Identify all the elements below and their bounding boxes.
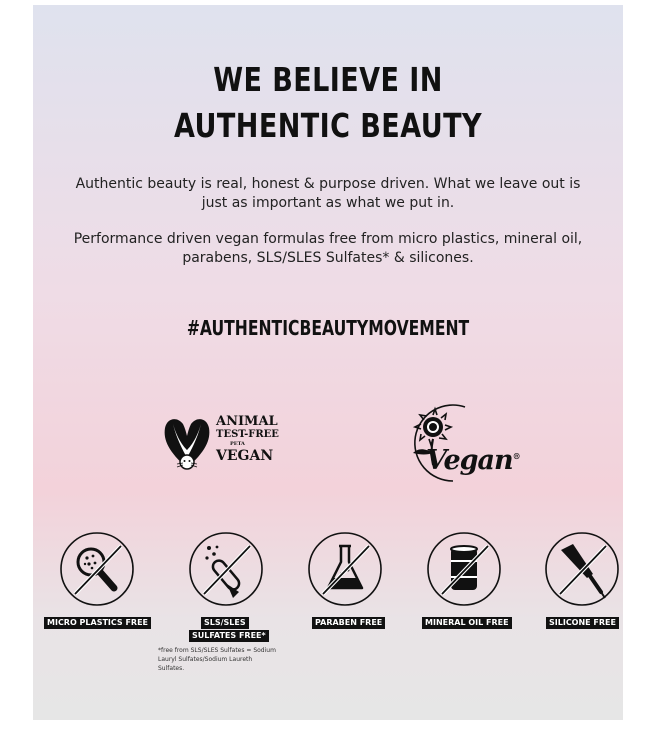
dropper-icon <box>543 530 621 608</box>
peta-line-3: PETA <box>230 441 245 447</box>
peta-line-1: ANIMAL <box>216 414 278 429</box>
micro-plastics-free-label: MICRO PLASTICS FREE <box>44 617 151 629</box>
sunflower-icon <box>393 393 518 493</box>
footnote-line-2: Lauryl Sulfates/Sodium Laureth Sulfates. <box>158 656 253 672</box>
paraben-free-label: PARABEN FREE <box>312 617 385 629</box>
peta-line-4: VEGAN <box>216 448 274 464</box>
sulfates-free-label-line-2: SULFATES FREE* <box>189 630 269 642</box>
bunny-heart-icon <box>161 410 213 476</box>
vegan-word: Vegan <box>426 445 513 476</box>
page-title <box>86 57 570 149</box>
oil-barrel-icon <box>425 530 503 608</box>
peta-text <box>216 414 279 464</box>
vegan-wordmark <box>426 445 520 476</box>
footnote-line-1: *free from SLS/SLES Sulfates = Sodium <box>158 647 276 654</box>
magnifier-particles-icon <box>58 530 136 608</box>
sls-sles-label-line-1: SLS/SLES <box>201 617 249 629</box>
peta-certification <box>161 410 291 480</box>
title-line-1: WE BELIEVE IN <box>213 60 443 99</box>
peta-line-2: TEST-FREE <box>216 429 279 440</box>
flask-icon <box>306 530 384 608</box>
test-tube-icon <box>187 530 265 608</box>
title-line-2: AUTHENTIC BEAUTY <box>174 106 482 145</box>
registered-mark: ® <box>512 451 520 461</box>
intro-paragraph-2: Performance driven vegan formulas free from micro plastics, mineral oil, parabens, SLS/SLES Sulfates* & silicones. <box>73 231 583 266</box>
mineral-oil-free-label: MINERAL OIL FREE <box>422 617 512 629</box>
sulfates-footnote <box>158 646 278 673</box>
values-panel <box>33 5 623 720</box>
hashtag: #AUTHENTICBEAUTYMOVEMENT <box>186 316 470 340</box>
intro-paragraph-1: Authentic beauty is real, honest & purpose driven. What we leave out is just as important as what we put in. <box>75 176 581 211</box>
vegan-society-certification <box>393 393 518 493</box>
silicone-free-label: SILICONE FREE <box>546 617 619 629</box>
